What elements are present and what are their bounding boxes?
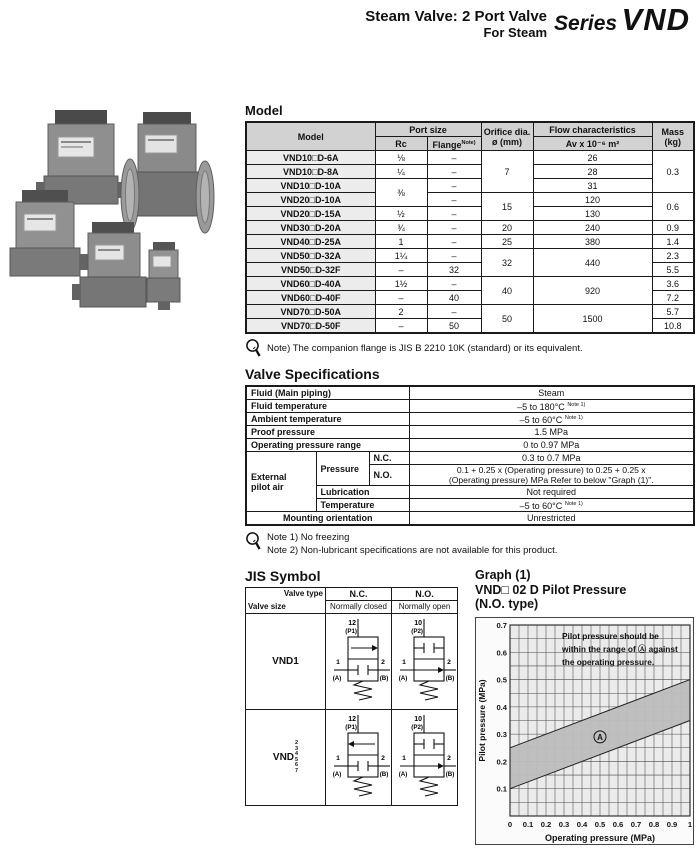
col-mass: Mass (kg) [652,122,694,151]
annotation-line: Pilot pressure should be [562,630,659,641]
x-tick-label: 0.1 [522,819,534,829]
table-row: Normally closed Normally open [246,601,458,614]
note-text: Note 2) Non-lubricant specifications are not available for this product. [267,545,558,556]
x-tick-label: 0 [507,819,513,829]
jis-symbol-vnd1-no [392,614,458,710]
valve-photo-flanged [121,112,214,233]
model-table-note [245,338,693,358]
table-row: VND20□D-15A ½ – 130 [246,207,694,221]
table-row [246,614,458,710]
model-header-row1 [246,122,694,137]
x-tick-label: 1 [687,819,693,829]
jis-symbol-vnd1-nc [326,614,392,710]
jis-table [245,587,458,806]
table-row: VND70□D-50A 2 – 50 1500 5.7 [246,305,694,319]
svg-text:2: 2 [381,658,385,666]
table-row: Fluid (Main piping) Steam [246,386,694,400]
svg-text:12: 12 [348,619,356,627]
table-row: N.O. 0.1 + 0.25 x (Operating pressure) to 0.25 + 0.25 x (Operating pressure) MPa Refer to below "Graph (1)". [246,465,694,486]
x-tick-label: 0.7 [630,819,642,829]
jis-nc-header: N.C. [326,588,392,601]
svg-text:(A): (A) [332,770,342,778]
table-row: Proof pressure 1.5 MPa [246,426,694,439]
col-port-size: Port size [375,122,481,137]
y-tick-label: 0.7 [496,620,507,630]
x-tick-label: 0.8 [648,819,660,829]
note-text: Note) The companion flange is JIS B 2210 10K (standard) or its equivalent. [267,342,583,354]
y-tick-label: 0.4 [496,702,507,712]
series-label: Series [554,12,618,35]
jis-symbol-vnd2-no [392,710,458,806]
valve-symbol-nc [328,711,392,803]
col-av: Av x 10⁻⁶ m² [533,137,652,151]
valve-size-digits: 2 3 4 5 6 7 [295,740,299,774]
model-heading: Model [245,103,283,118]
svg-text:(P1): (P1) [345,627,357,635]
y-tick-label: 0.6 [496,647,507,657]
y-tick-label: 0.2 [496,756,507,766]
table-row: VND40□D-25A 1 – 25 380 1.4 [246,235,694,249]
svg-text:2: 2 [447,658,451,666]
svg-text:(P1): (P1) [345,723,357,731]
table-row: Fluid temperature –5 to 180°C $^{Note 1)}$ [246,400,694,413]
graph-subtitle2: (N.O. type) [475,597,539,611]
graph-subtitle: VND□ 02 D Pilot Pressure [475,582,627,597]
no-pressure-value: 0.1 + 0.25 x (Operating pressure) to 0.25 + 0.25 x (Operating pressure) MPa Refer to below "Graph (1)". [409,465,694,486]
y-tick-label: 0.5 [496,675,507,685]
x-tick-label: 0.6 [612,819,624,829]
table-row: External pilot air Pressure N.C. 0.3 to 0.7 MPa [246,452,694,465]
x-tick-label: 0.5 [594,819,606,829]
table-row: VND20□D-10A – 15 120 0.6 [246,193,694,207]
annotation-line: within the range of Ⓐ against [562,643,678,654]
table-row: Ambient temperature –5 to 60°C $^{Note 1)}$ [246,413,694,426]
region-a-label: A [597,732,603,742]
table-row: VND30□D-20A ¾ – 20 240 0.9 [246,221,694,235]
svg-text:1: 1 [336,754,340,762]
table-row: VND10□D-10A ⅜ – 31 [246,179,694,193]
svg-text:(P2): (P2) [411,723,423,731]
col-orifice: Orifice dia. ø (mm) [481,122,533,151]
col-rc: Rc [375,137,427,151]
note-text: Note 1) No freezing [267,532,350,543]
spec-table [245,385,695,526]
pilot-pressure-graph [476,618,693,844]
spec-section [245,366,693,557]
valve-size-vnd2-7: VND 2 3 4 5 6 7 [246,710,326,806]
series-name: VND [621,2,690,37]
svg-text:(B): (B) [379,770,389,778]
valve-photo-large [36,110,126,204]
x-axis-label: Operating pressure (MPa) [544,832,656,843]
x-tick-label: 0.9 [666,819,678,829]
page-title: Steam Valve: 2 Port Valve [365,8,548,25]
jis-section [245,568,459,806]
spec-heading: Valve Specifications [245,366,380,382]
svg-text:12: 12 [348,715,356,723]
svg-text:(B): (B) [379,674,389,682]
magnifier-icon [245,531,262,551]
y-tick-label: 0.3 [496,729,507,739]
valve-photo-mini [147,242,180,310]
model-table [245,121,695,334]
model-section [245,103,693,358]
table-row: Operating pressure range 0 to 0.97 MPa [246,439,694,452]
col-model: Model [246,122,375,151]
magnifier-icon [245,338,262,358]
svg-text:1: 1 [336,658,340,666]
svg-text:10: 10 [414,619,422,627]
svg-text:(A): (A) [398,674,408,682]
svg-text:(B): (B) [445,770,455,778]
spec-notes [245,531,693,557]
table-row [246,710,458,806]
jis-no-header: N.O. [392,588,458,601]
table-row [246,588,458,601]
table-row: VND50□D-32F – 32 5.5 [246,263,694,277]
pilot-pressure-graph-frame [475,617,694,845]
svg-text:2: 2 [447,754,451,762]
table-row: VND60□D-40F – 40 7.2 [246,291,694,305]
valve-symbol-nc [328,615,392,707]
spec-notes-text [267,531,557,557]
jis-diagonal-header: Valve type Valve size [246,588,326,614]
svg-text:(B): (B) [445,674,455,682]
table-row: VND10□D-8A ¼ – 28 [246,165,694,179]
product-photos [8,103,243,318]
graph-section [475,568,697,845]
col-flange: Flange$^{Note)}$ [427,137,481,151]
svg-text:1: 1 [402,754,406,762]
x-tick-label: 0.2 [540,819,552,829]
svg-text:10: 10 [414,715,422,723]
table-row: Lubrication Not required [246,486,694,499]
table-row: VND10□D-6A ⅛ – 7 26 0.3 [246,151,694,165]
col-flow: Flow characteristics [533,122,652,137]
table-row: Temperature –5 to 60°C $^{Note 1)}$ [246,499,694,512]
svg-text:(P2): (P2) [411,627,423,635]
valve-symbol-no [394,615,458,707]
valve-size-vnd1: VND1 [246,614,326,710]
x-tick-label: 0.4 [576,819,588,829]
x-tick-label: 0.3 [558,819,570,829]
series-title [554,2,690,40]
svg-text:1: 1 [402,658,406,666]
page-subtitle: For Steam [483,25,548,40]
svg-text:(A): (A) [332,674,342,682]
annotation-line: the operating pressure. [562,656,655,667]
jis-heading: JIS Symbol [245,568,321,584]
graph-heading: Graph (1) [475,568,531,582]
table-row: Mounting orientation Unrestricted [246,512,694,526]
jis-symbol-vnd2-nc [326,710,392,806]
valve-symbol-no [394,711,458,803]
table-row: VND70□D-50F – 50 10.8 [246,319,694,334]
page-header [365,2,690,40]
y-tick-label: 0.1 [496,784,507,794]
external-pilot-air-label: External pilot air [246,452,316,512]
y-axis-label: Pilot pressure (MPa) [477,678,487,762]
page-title-lines [365,8,547,40]
table-row: VND60□D-40A 1½ – 40 920 3.6 [246,277,694,291]
svg-text:2: 2 [381,754,385,762]
table-row: VND50□D-32A 1¼ – 32 440 2.3 [246,249,694,263]
svg-text:(A): (A) [398,770,408,778]
